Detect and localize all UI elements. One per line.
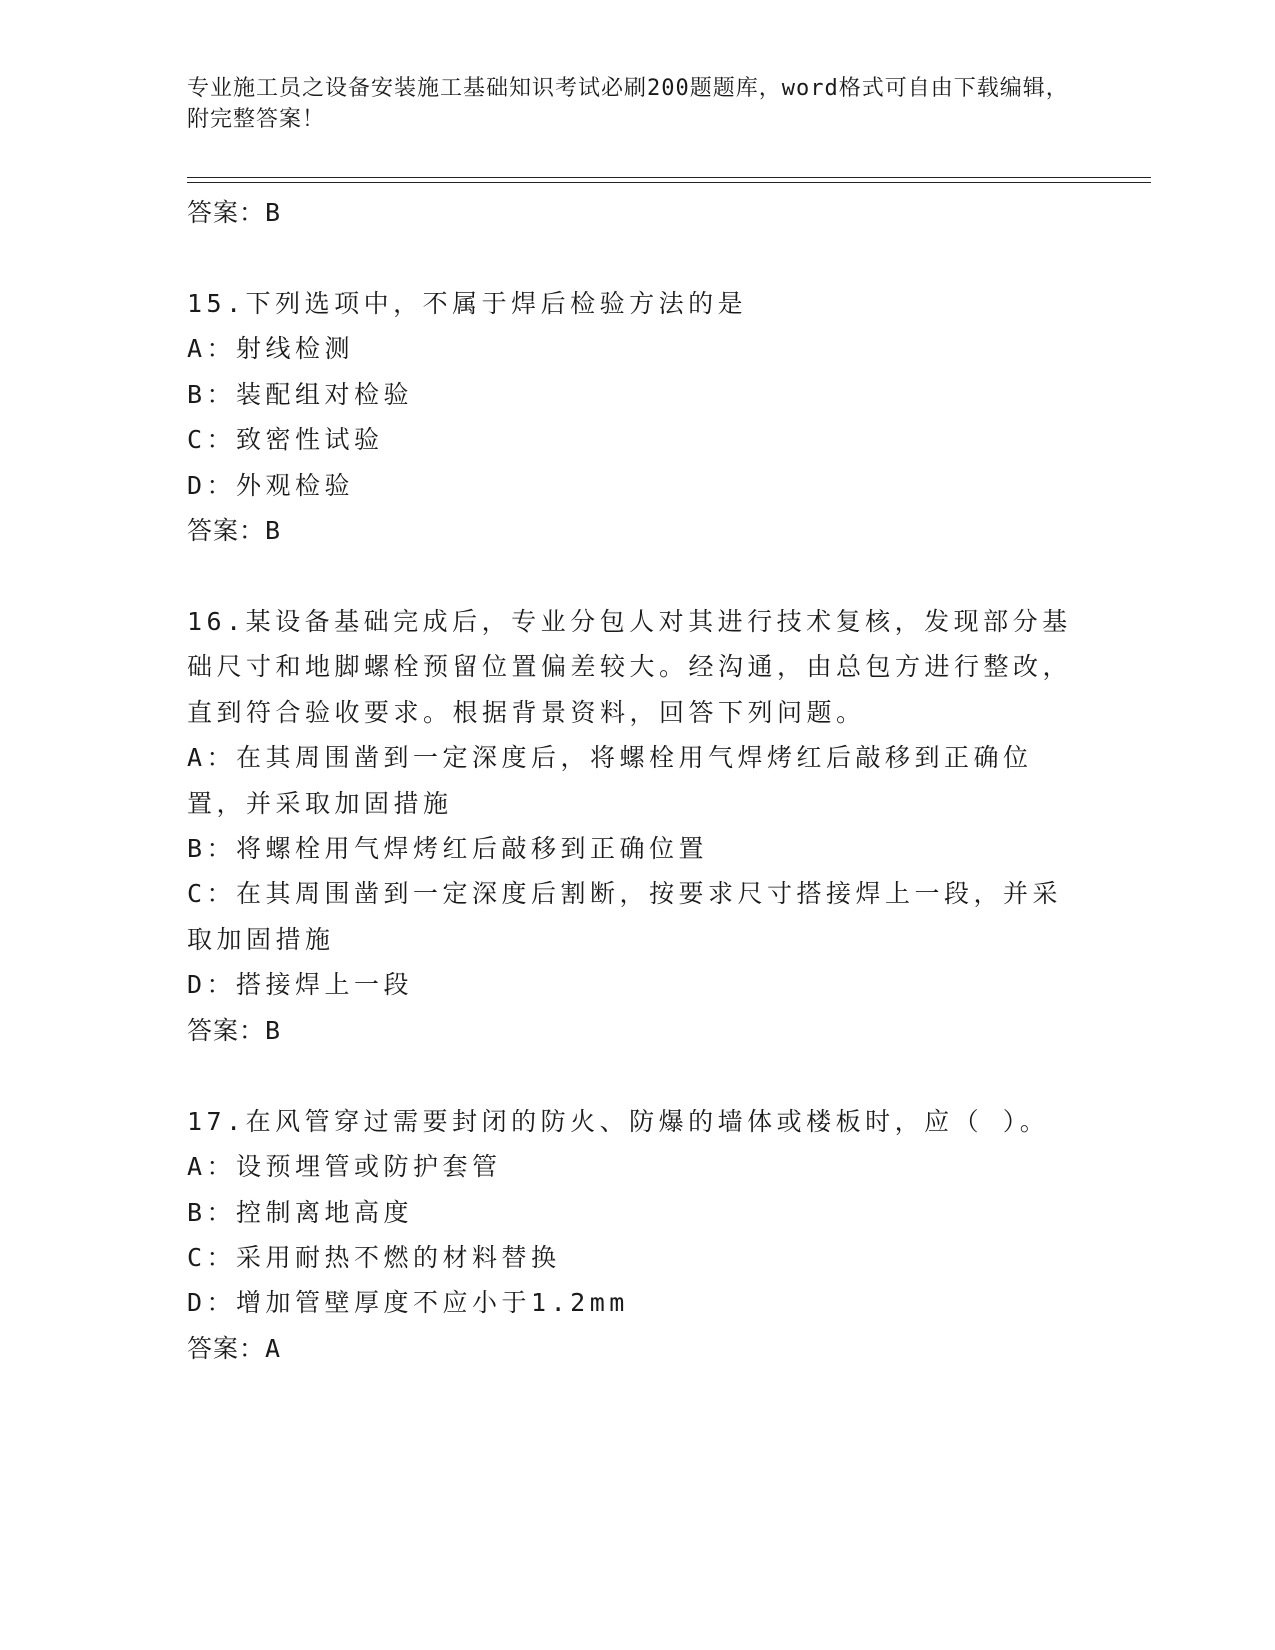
spacer xyxy=(187,235,1087,281)
answer: 答案：B xyxy=(187,1015,282,1045)
option-c: C：采用耐热不燃的材料替换 xyxy=(187,1242,561,1272)
spacer xyxy=(187,1053,1087,1099)
question-stem: 16.某设备基础完成后，专业分包人对其进行技术复核，发现部分基础尺寸和地脚螺栓预留位置偏差较大。经沟通，由总包方进行整改，直到符合验收要求。根据背景资料，回答下列问题。 xyxy=(187,607,1073,727)
option-c: C：在其周围凿到一定深度后割断，按要求尺寸搭接焊上一段，并采取加固措施 xyxy=(187,879,1063,954)
option-b: B：装配组对检验 xyxy=(187,379,414,409)
option-a: A：在其周围凿到一定深度后，将螺栓用气焊烤红后敲移到正确位置，并采取加固措施 xyxy=(187,743,1033,818)
spacer xyxy=(187,553,1087,599)
question-16 xyxy=(187,599,1087,1053)
option-d: D：外观检验 xyxy=(187,470,355,500)
previous-answer: 答案：B xyxy=(187,198,282,227)
question-stem: 17.在风管穿过需要封闭的防火、防爆的墙体或楼板时，应（ ）。 xyxy=(187,1106,1050,1136)
option-a: A：射线检测 xyxy=(187,334,355,364)
header-divider-bottom xyxy=(187,182,1151,183)
option-b: B：将螺栓用气焊烤红后敲移到正确位置 xyxy=(187,834,709,864)
question-15 xyxy=(187,281,1087,553)
answer: 答案：A xyxy=(187,1333,282,1363)
question-stem: 15.下列选项中，不属于焊后检验方法的是 xyxy=(187,289,748,318)
question-17 xyxy=(187,1099,1087,1371)
option-d: D：搭接焊上一段 xyxy=(187,970,414,1000)
answer: 答案：B xyxy=(187,516,282,546)
option-b: B：控制离地高度 xyxy=(187,1197,414,1227)
option-a: A：设预埋管或防护套管 xyxy=(187,1152,502,1182)
header-divider-top xyxy=(187,177,1151,178)
option-d: D：增加管壁厚度不应小于1.2mm xyxy=(187,1288,629,1318)
option-c: C：致密性试验 xyxy=(187,425,384,455)
page-header-title: 专业施工员之设备安装施工基础知识考试必刷200题题库，word格式可自由下载编辑，附完整答案！ xyxy=(187,76,1069,132)
question-list xyxy=(187,190,1087,1371)
